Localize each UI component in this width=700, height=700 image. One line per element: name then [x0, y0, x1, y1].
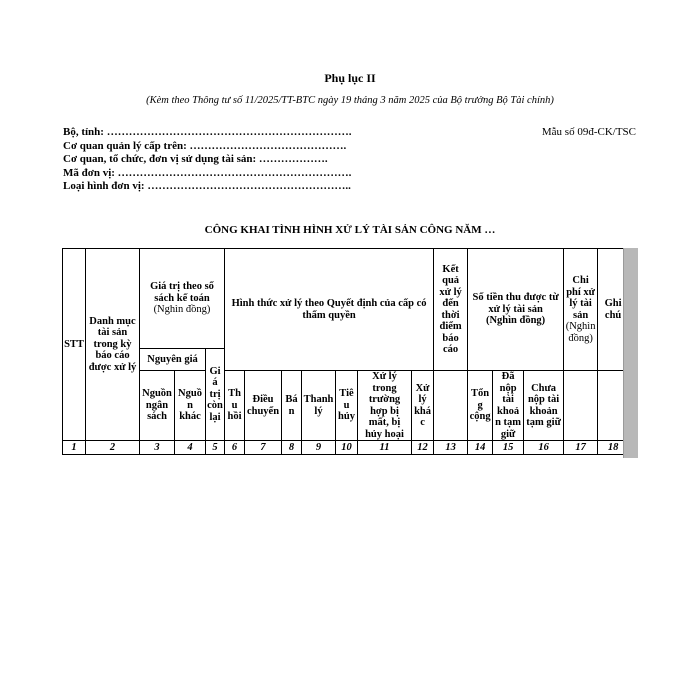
- table-title: CÔNG KHAI TÌNH HÌNH XỬ LÝ TÀI SẢN CÔNG NĂM …: [204, 224, 496, 236]
- header-result-blank: [434, 371, 468, 441]
- column-number: 12: [412, 441, 434, 455]
- header-unpaid-custody: Chưa nộp tài khoản tạm giữ: [524, 371, 564, 441]
- header-book-value-label: Giá trị theo sổ sách kế toán: [150, 281, 214, 304]
- header-sale: Bán: [282, 371, 302, 441]
- page-subtitle: (Kèm theo Thông tư số 11/2025/TT-BTC ngày 19 tháng 3 năm 2025 của Bộ trưởng Bộ Tài chính): [146, 95, 554, 106]
- column-number: 2: [86, 441, 140, 455]
- column-number: 18: [598, 441, 629, 455]
- header-paid-custody: Đã nộp tài khoản tạm giữ: [493, 371, 524, 441]
- table-container: [62, 248, 638, 458]
- header-remaining-value: Giá trị còn lại: [206, 349, 225, 441]
- header-recall: Thu hồi: [225, 371, 245, 441]
- info-line-using-unit: Cơ quan, tổ chức, đơn vị sử dụng tài sản: ……………….: [63, 153, 328, 165]
- column-number: 17: [564, 441, 598, 455]
- column-number: 14: [468, 441, 493, 455]
- column-number: 10: [336, 441, 358, 455]
- column-number: 16: [524, 441, 564, 455]
- header-disposal-result: Kết quả xử lý đến thời điểm báo cáo: [434, 249, 468, 371]
- header-disposal-form: Hình thức xử lý theo Quyết định của cấp có thẩm quyền: [225, 249, 434, 371]
- header-disposal-cost-label: Chi phí xử lý tài sản: [566, 275, 595, 321]
- asset-disposal-table: [62, 248, 629, 455]
- header-book-value-unit: (Nghìn đồng): [153, 304, 211, 316]
- column-number: 9: [302, 441, 336, 455]
- info-line-superior-agency: Cơ quan quản lý cấp trên: …………………………………….: [63, 139, 347, 152]
- header-asset-list: Danh mục tài sản trong kỳ báo cáo được xử lý: [86, 249, 140, 441]
- horizontal-scroll-edge[interactable]: [623, 248, 638, 458]
- column-number: 8: [282, 441, 302, 455]
- header-book-value: [140, 249, 225, 349]
- header-disposal-cost: [564, 249, 598, 371]
- unit-info-block: [63, 126, 351, 194]
- column-number: 6: [225, 441, 245, 455]
- header-original-cost: Nguyên giá: [140, 349, 206, 371]
- header-other-source: Nguồn khác: [175, 371, 206, 441]
- form-code: Mẫu số 09đ-CK/TSC: [541, 126, 636, 138]
- column-number: 13: [434, 441, 468, 455]
- header-other-handling: Xử lý khác: [412, 371, 434, 441]
- column-number: 4: [175, 441, 206, 455]
- header-destruction: Tiêu hủy: [336, 371, 358, 441]
- header-disposal-cost-unit: (Nghìn đồng): [565, 321, 596, 344]
- page-title: Phụ lục II: [324, 71, 376, 85]
- header-cost-blank: [564, 371, 598, 441]
- header-transfer: Điều chuyển: [245, 371, 282, 441]
- info-line-unit-code: Mã đơn vị: ……………………………………………………….: [63, 166, 352, 179]
- header-stt: STT: [63, 249, 86, 441]
- header-loss-handling: Xử lý trong trường hợp bị mất, bị hủy hoại: [358, 371, 412, 441]
- header-state-budget-source: Nguồn ngân sách: [140, 371, 175, 441]
- column-number: 15: [493, 441, 524, 455]
- column-number: 3: [140, 441, 175, 455]
- header-liquidation: Thanh lý: [302, 371, 336, 441]
- info-line-unit-type: Loại hình đơn vị: ………………………………………………..: [63, 180, 351, 192]
- header-notes: Ghi chú: [598, 249, 629, 371]
- header-total: Tổng cộng: [468, 371, 493, 441]
- header-amount-collected-label: Số tiền thu được từ xử lý tài sản: [472, 292, 559, 315]
- column-number-row: [63, 441, 629, 455]
- column-number: 5: [206, 441, 225, 455]
- header-amount-collected: [468, 249, 564, 371]
- info-line-ministry: Bộ, tỉnh: ………………………………………………………….: [63, 126, 352, 138]
- column-number: 7: [245, 441, 282, 455]
- column-number: 1: [63, 441, 86, 455]
- column-number: 11: [358, 441, 412, 455]
- header-amount-collected-unit: (Nghìn đồng): [485, 315, 546, 327]
